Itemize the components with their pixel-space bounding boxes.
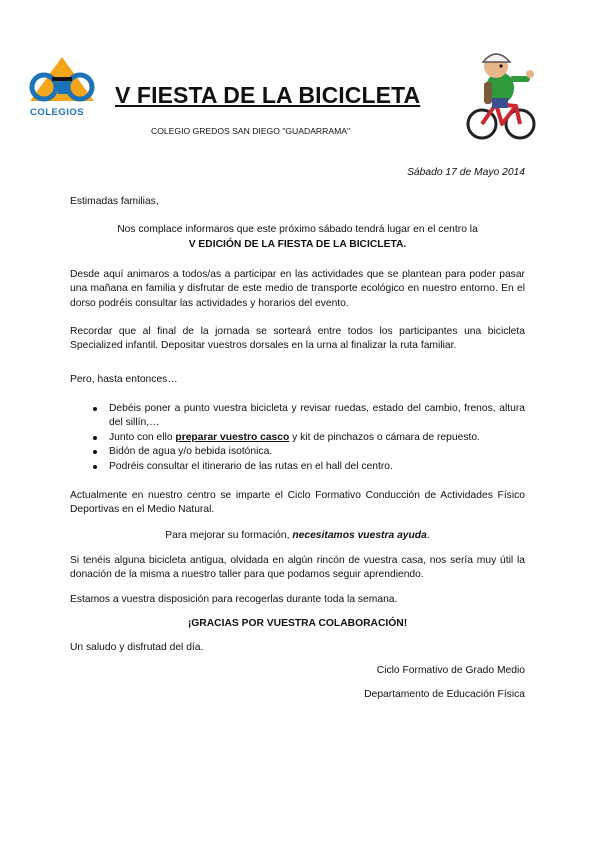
paragraph-donation: Si tenéis alguna bicicleta antigua, olvidada en algún rincón de vuestra casa, nos sería muy útil la donación de la misma a nuestro taller para que podamos seguir aprendiendo.: [70, 555, 525, 581]
help-request-text: Para mejorar su formación,: [165, 530, 293, 541]
checklist-item: [88, 445, 525, 459]
greeting: Estimadas familias,: [70, 196, 159, 207]
school-name: COLEGIO GREDOS SAN DIEGO "GUADARRAMA": [151, 126, 351, 136]
help-request-text: .: [426, 530, 430, 541]
checklist-item-text: Podréis consultar el itinerario de las rutas en el hall del centro.: [109, 460, 393, 472]
logo-caption: COLEGIOS: [30, 107, 85, 118]
letter-date: Sábado 17 de Mayo 2014: [407, 167, 525, 178]
checklist: [88, 402, 525, 474]
paragraph-raffle: Recordar que al final de la jornada se sorteará entre todos los participantes una bicicleta Specialized infantil. Depositar vuestros dorsales en la urna al finalizar la ruta familiar.: [70, 326, 525, 352]
paragraph-activities: Desde aquí animaros a todos/as a participar en las actividades que se plantean para poder pasar una mañana en familia y disfrutar de este medio de transporte ecológico en nuestro entorno. En el dorso podréis consultar las actividades y horarios del evento.: [70, 269, 525, 309]
intro-event-name: V EDICIÓN DE LA FIESTA DE LA BICICLETA.: [188, 239, 407, 250]
checklist-item-text: Bidón de agua y/o bebida isotónica.: [109, 446, 273, 458]
checklist-item: [88, 460, 525, 474]
cyclist-mascot-image: [466, 46, 538, 142]
paragraph-course: Actualmente en nuestro centro se imparte el Ciclo Formativo Conducción de Actividades Físico Deportivas en el Medio Natural.: [70, 490, 525, 516]
closing: Un saludo y disfrutad del día.: [70, 642, 204, 653]
school-logo: [28, 55, 100, 123]
help-request: [70, 529, 525, 543]
lead-in: Pero, hasta entonces…: [70, 374, 178, 385]
page-title: V FIESTA DE LA BICICLETA: [115, 82, 421, 108]
checklist-item-text: y kit de pinchazos o cámara de repuesto.: [289, 431, 480, 443]
checklist-item-text: Debéis poner a punto vuestra bicicleta y revisar ruedas, estado del cambio, frenos, altura del sillín,…: [109, 403, 525, 429]
paragraph-availability: Estamos a vuestra disposición para recogerlas durante toda la semana.: [70, 594, 398, 605]
help-request-emphasis: necesitamos vuestra ayuda: [292, 530, 427, 541]
checklist-item-text: Junto con ello: [109, 431, 176, 443]
signature-line-2: Departamento de Educación Física: [364, 689, 525, 700]
helmet-emphasis: preparar vuestro casco: [175, 431, 290, 443]
checklist-item: [88, 402, 525, 431]
intro-line: Nos complace informaros que este próximo sábado tendrá lugar en el centro la: [117, 224, 478, 235]
thanks-heading: ¡GRACIAS POR VUESTRA COLABORACIÓN!: [187, 618, 408, 629]
checklist-item: [88, 431, 525, 445]
signature-line-1: Ciclo Formativo de Grado Medio: [376, 665, 525, 676]
